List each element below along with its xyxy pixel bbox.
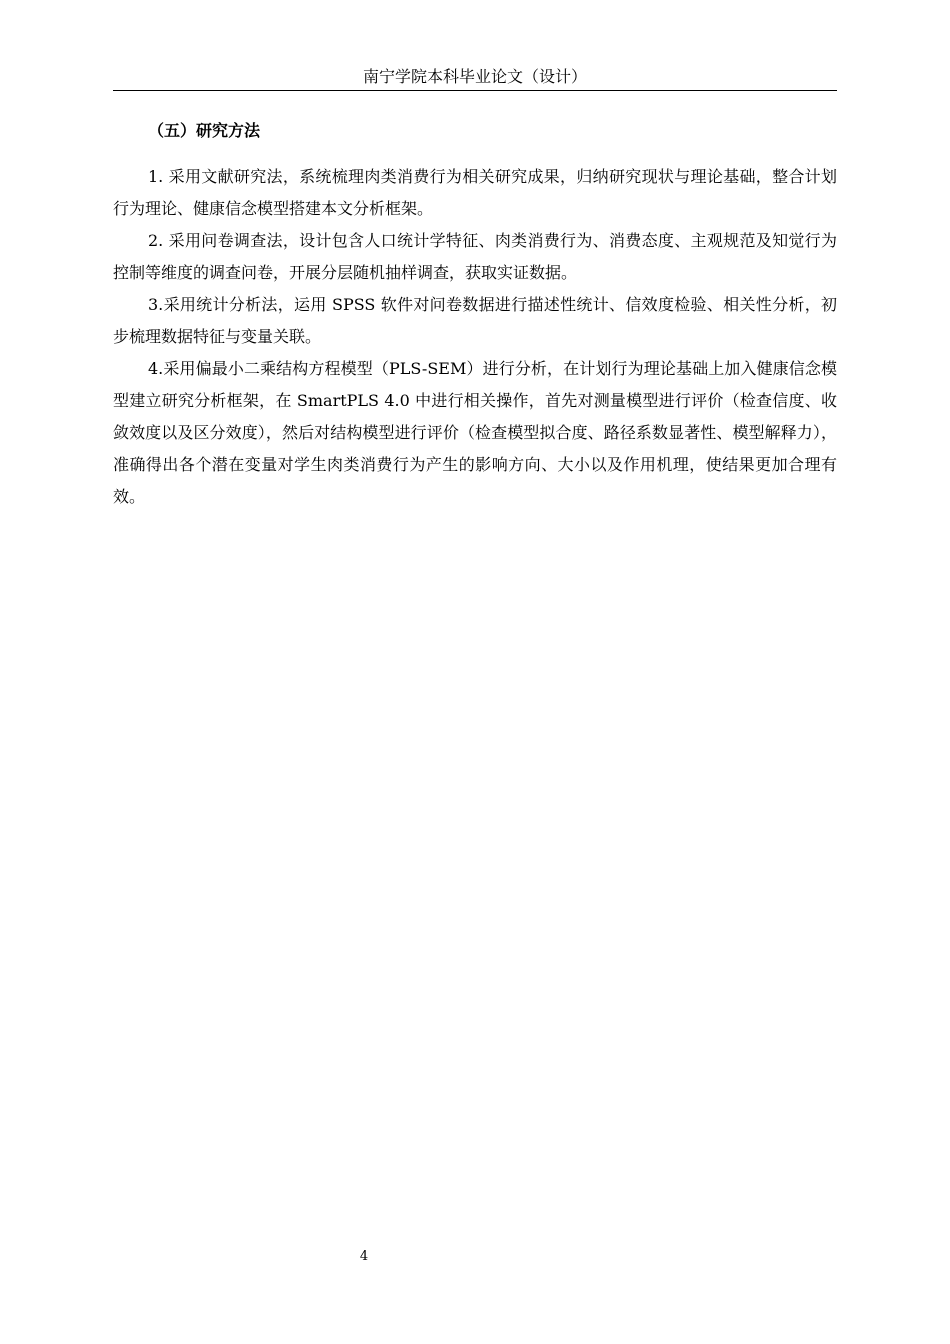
section-heading: （五）研究方法 [148, 121, 261, 140]
paragraph-3: 3.采用统计分析法，运用 SPSS 软件对问卷数据进行描述性统计、信效度检验、相关性分析，初步梳理数据特征与变量关联。 [113, 295, 837, 346]
paragraph-2: 2. 采用问卷调查法，设计包含人口统计学特征、肉类消费行为、消费态度、主观规范及知觉行为控制等维度的调查问卷，开展分层随机抽样调查，获取实证数据。 [113, 231, 837, 282]
paragraph-4: 4.采用偏最小二乘结构方程模型（PLS-SEM）进行分析，在计划行为理论基础上加入健康信念模型建立研究分析框架，在 SmartPLS 4.0 中进行相关操作，首先对测量模型进行评价（检查信度、收敛效度以及区分效度），然后对结构模型进行评价（检查模型拟合度、路径系数显著性、模型解释力），准确得出各个潜在变量对学生肉类消费行为产生的影响方向、大小以及作用机理，使结果更加合理有效。 [113, 359, 837, 506]
body-text [113, 161, 837, 513]
running-header-title: 南宁学院本科毕业论文（设计） [362, 67, 587, 86]
page-number: 4 [359, 1249, 369, 1264]
paragraph-1: 1. 采用文献研究法，系统梳理肉类消费行为相关研究成果，归纳研究现状与理论基础，整合计划行为理论、健康信念模型搭建本文分析框架。 [113, 167, 837, 218]
running-header [113, 66, 837, 91]
